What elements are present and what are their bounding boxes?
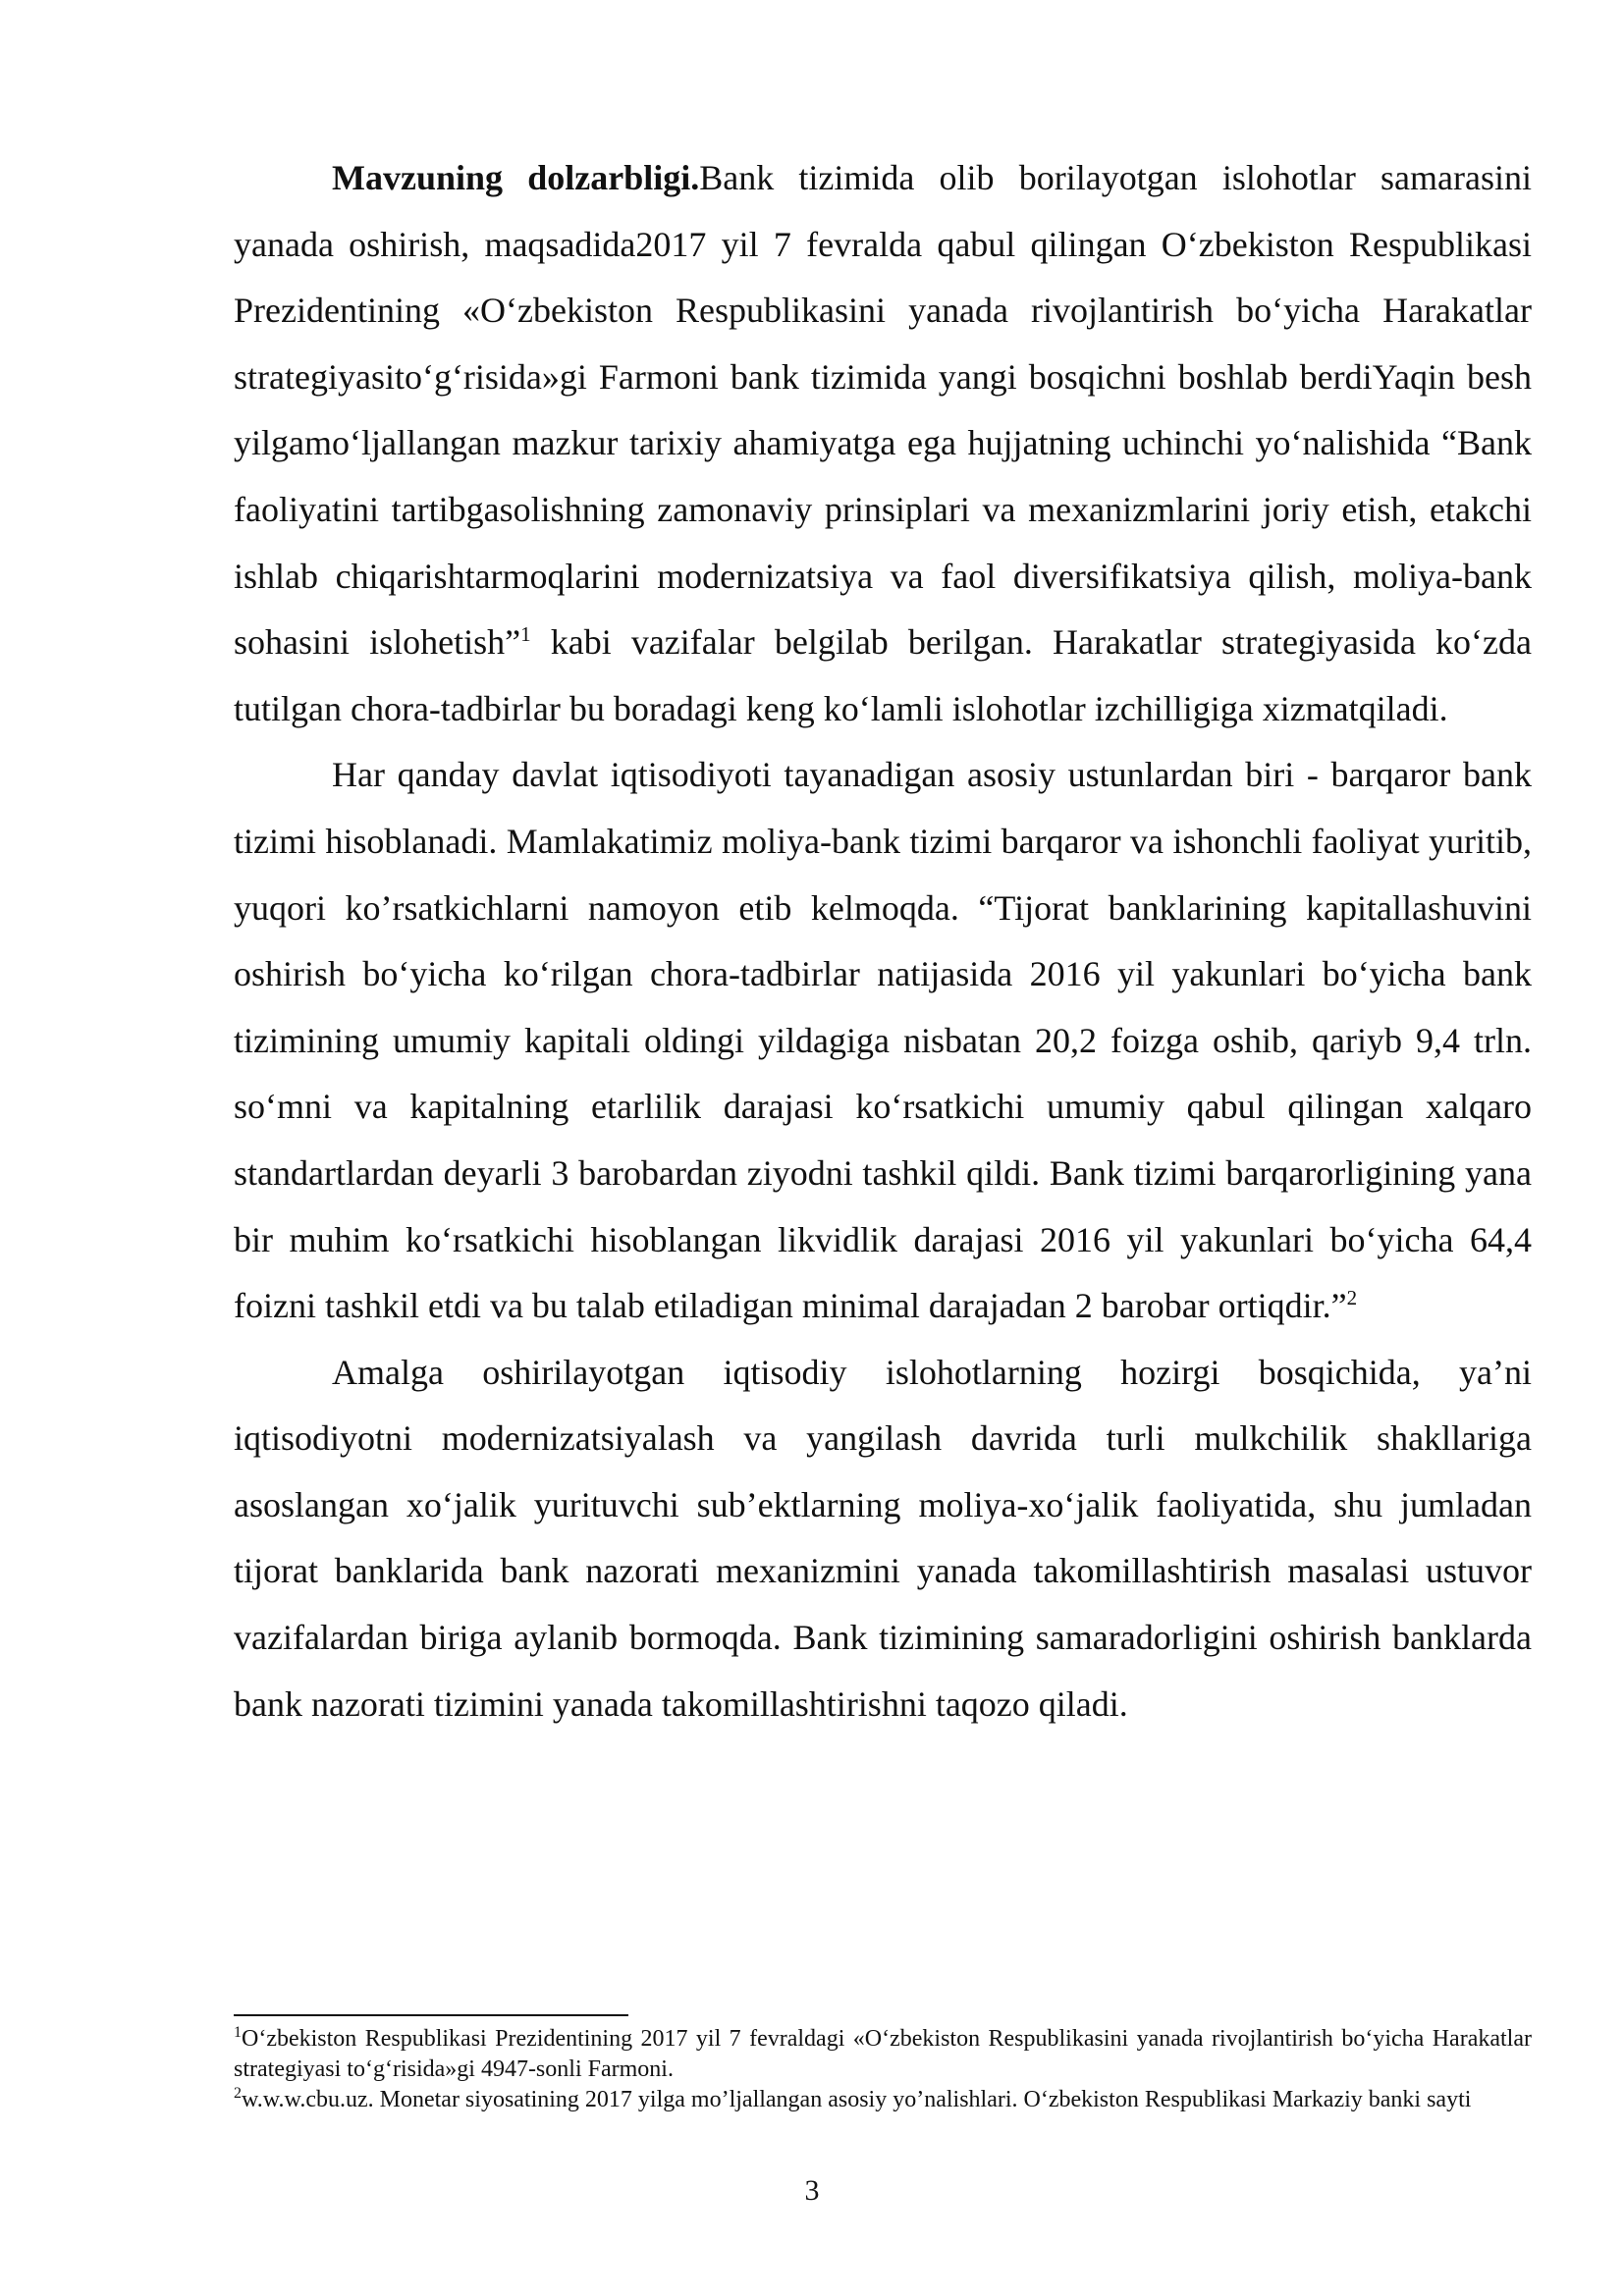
paragraph-text: Bank tizimida olib borilayotgan islohotlar samarasini yanada oshirish, maqsadida2017 yil 7 fevralda qabul qilingan O‘zbekiston Respublikasi Prezidentining «O‘zbekiston Respublikasini yanada rivojlantirish bo‘yicha Harakatlar strategiyasito‘g‘risida»gi Farmoni bank tizimida yangi bosqichni boshlab berdiYaqin besh yilgamo‘ljallangan mazkur tarixiy ahamiyatga ega hujjatning uchinchi yo‘nalishida “Bank faoliyatini tartibgasolishning zamonaviy prinsiplari va mexanizmlarini joriy etish, etakchi ishlab chiqarishtarmoqlarini modernizatsiya va faol diversifikatsiya qilish, moliya-bank sohasini islohetish” xyxy=(234,158,1532,663)
section-heading: Mavzuning dolzarbligi. xyxy=(332,158,700,197)
footnote-reference: 2 xyxy=(1346,1286,1358,1310)
footnote-1 xyxy=(234,2024,1532,2085)
paragraph-relevance xyxy=(234,145,1532,742)
footnote-marker: 2 xyxy=(234,2085,242,2102)
footnotes xyxy=(234,2024,1532,2115)
footnote-2 xyxy=(234,2085,1532,2115)
paragraph-text: kabi vazifalar belgilab berilgan. Harakatlar strategiyasida ko‘zda tutilgan chora-tadbirlar bu boradagi keng ko‘lamli islohotlar izchilligiga xizmatqiladi. xyxy=(234,622,1532,728)
footnote-marker: 1 xyxy=(234,2024,242,2041)
page-number: 3 xyxy=(804,2174,820,2207)
paragraph-text: Amalga oshirilayotgan iqtisodiy islohotlarning hozirgi bosqichida, ya’ni iqtisodiyotni modernizatsiyalash va yangilash davrida turli mulkchilik shakllariga asoslangan xo‘jalik yurituvchi sub’ektlarning moliya-xo‘jalik faoliyatida, shu jumladan tijorat banklarida bank nazorati mexanizmini yanada takomillashtirish masalasi ustuvor vazifalardan biriga aylanib bormoqda. Bank tizimining samaradorligini oshirish banklarda bank nazorati tizimini yanada takomillashtirishni taqozo qiladi. xyxy=(234,1352,1532,1724)
paragraph-bank-supervision xyxy=(234,1340,1532,1738)
footnote-text: O‘zbekiston Respublikasi Prezidentining 2017 yil 7 fevraldagi «O‘zbekiston Respublikasini yanada rivojlantirish bo‘yicha Harakatlar strategiyasi to‘g‘risida»gi 4947-sonli Farmoni. xyxy=(234,2026,1532,2082)
footnote-separator xyxy=(234,2014,628,2016)
paragraph-banking-stability xyxy=(234,742,1532,1339)
footnote-text: w.w.w.cbu.uz. Monetar siyosatining 2017 yilga mo’ljallangan asosiy yo’nalishlari. O‘zbekiston Respublikasi Markaziy banki sayti xyxy=(242,2087,1472,2112)
body-text xyxy=(234,145,1532,1737)
paragraph-text: Har qanday davlat iqtisodiyoti tayanadigan asosiy ustunlardan biri - barqaror bank tizimi hisoblanadi. Mamlakatimiz moliya-bank tizimi barqaror va ishonchli faoliyat yuritib, yuqori ko’rsatkichlarni namoyon etib kelmoqda. “Tijorat banklarining kapitallashuvini oshirish bo‘yicha ko‘rilgan chora-tadbirlar natijasida 2016 yil yakunlari bo‘yicha bank tizimining umumiy kapitali oldingi yildagiga nisbatan 20,2 foizga oshib, qariyb 9,4 trln. so‘mni va kapitalning etarlilik darajasi ko‘rsatkichi umumiy qabul qilingan xalqaro standartlardan deyarli 3 barobardan ziyodni tashkil qildi. Bank tizimi barqarorligining yana bir muhim ko‘rsatkichi hisoblangan likvidlik darajasi 2016 yil yakunlari bo‘yicha 64,4 foizni tashkil etdi va bu talab etiladigan minimal darajadan 2 barobar ortiqdir.” xyxy=(234,755,1532,1326)
footnote-reference: 1 xyxy=(520,622,531,647)
